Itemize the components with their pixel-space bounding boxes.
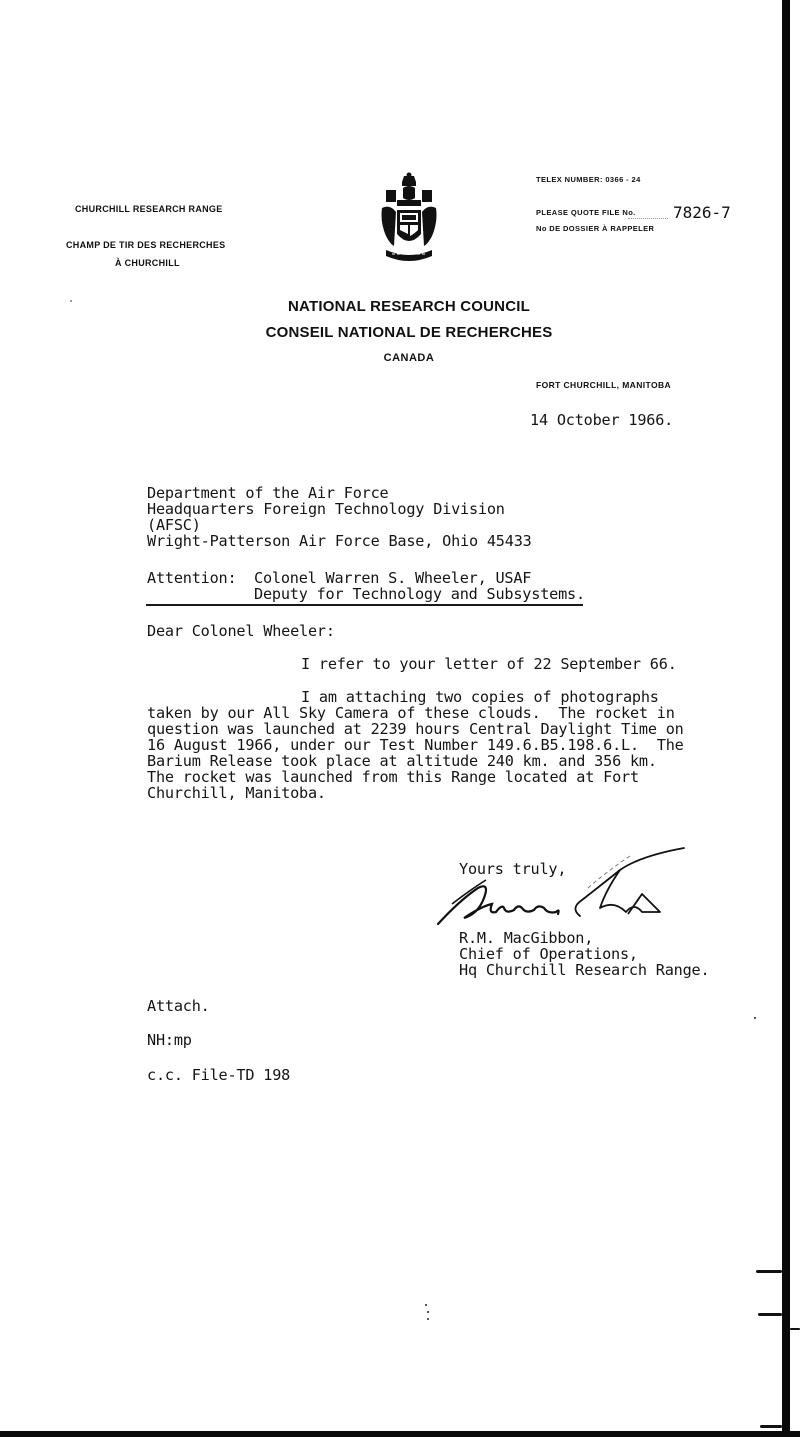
org-name-en: NATIONAL RESEARCH COUNCIL — [288, 298, 530, 315]
paragraph-line: question was launched at 2239 hours Central Daylight Time on — [147, 720, 684, 738]
scan-speck — [425, 1304, 427, 1306]
letterhead-range-fr-2: À CHURCHILL — [115, 258, 180, 268]
scan-speck — [70, 300, 72, 302]
address-line: (AFSC) — [147, 516, 201, 534]
attention-name: Colonel Warren S. Wheeler, USAF — [254, 569, 532, 587]
carbon-copy: c.c. File-TD 198 — [147, 1066, 291, 1084]
paragraph-line: 16 August 1966, under our Test Number 149.6.B5.198.6.L. The — [147, 736, 684, 754]
scan-mark — [790, 1328, 800, 1330]
letter-date: 14 October 1966. — [530, 411, 674, 429]
file-number: 7826-7 — [673, 203, 731, 222]
scan-mark — [756, 1270, 782, 1273]
paragraph-line: Barium Release took place at altitude 240 km. and 356 km. — [147, 752, 657, 770]
scan-speck — [427, 1311, 429, 1313]
file-label: PLEASE QUOTE FILE No. — [536, 208, 636, 217]
scan-edge-right — [782, 0, 790, 1437]
paragraph-line: I am attaching two copies of photographs — [301, 688, 659, 706]
signer-organization: Hq Churchill Research Range. — [459, 961, 710, 979]
paragraph-1: I refer to your letter of 22 September 66. — [301, 655, 677, 673]
file-number-rule — [628, 218, 668, 219]
letterhead-range-fr: CHAMP DE TIR DES RECHERCHES — [66, 240, 226, 250]
scan-edge-bottom — [0, 1431, 800, 1437]
paragraph-line: The rocket was launched from this Range located at Fort — [147, 768, 639, 786]
org-name-fr: CONSEIL NATIONAL DE RECHERCHES — [265, 324, 553, 341]
typist-initials: NH:mp — [147, 1031, 192, 1049]
signer-title: Chief of Operations, — [459, 945, 638, 963]
scan-mark — [760, 1425, 782, 1428]
attention-underline — [146, 604, 583, 606]
signer-name: R.M. MacGibbon, — [459, 929, 594, 947]
scan-mark — [758, 1313, 782, 1316]
country: CANADA — [383, 352, 435, 364]
scan-speck — [427, 1318, 429, 1320]
letterhead-range-en: CHURCHILL RESEARCH RANGE — [75, 204, 223, 214]
address-line: Headquarters Foreign Technology Division — [147, 500, 505, 518]
enclosure-notation: Attach. — [147, 997, 210, 1015]
closing: Yours truly, — [459, 860, 567, 878]
paragraph-line: Churchill, Manitoba. — [147, 784, 326, 802]
telex-number: TELEX NUMBER: 0366 - 24 — [536, 175, 641, 184]
attention-title: Deputy for Technology and Subsystems. — [254, 585, 585, 603]
location: FORT CHURCHILL, MANITOBA — [536, 380, 672, 390]
file-label-fr: No DE DOSSIER À RAPPELER — [536, 224, 655, 233]
handwritten-signature — [430, 842, 700, 932]
paragraph-line: taken by our All Sky Camera of these clouds. The rocket in — [147, 704, 675, 722]
address-line: Department of the Air Force — [147, 484, 389, 502]
scan-speck — [754, 1017, 756, 1019]
attention-label: Attention: — [147, 569, 237, 587]
salutation: Dear Colonel Wheeler: — [147, 622, 335, 640]
canadian-coat-of-arms-icon — [380, 172, 438, 270]
address-line: Wright-Patterson Air Force Base, Ohio 45433 — [147, 532, 532, 550]
